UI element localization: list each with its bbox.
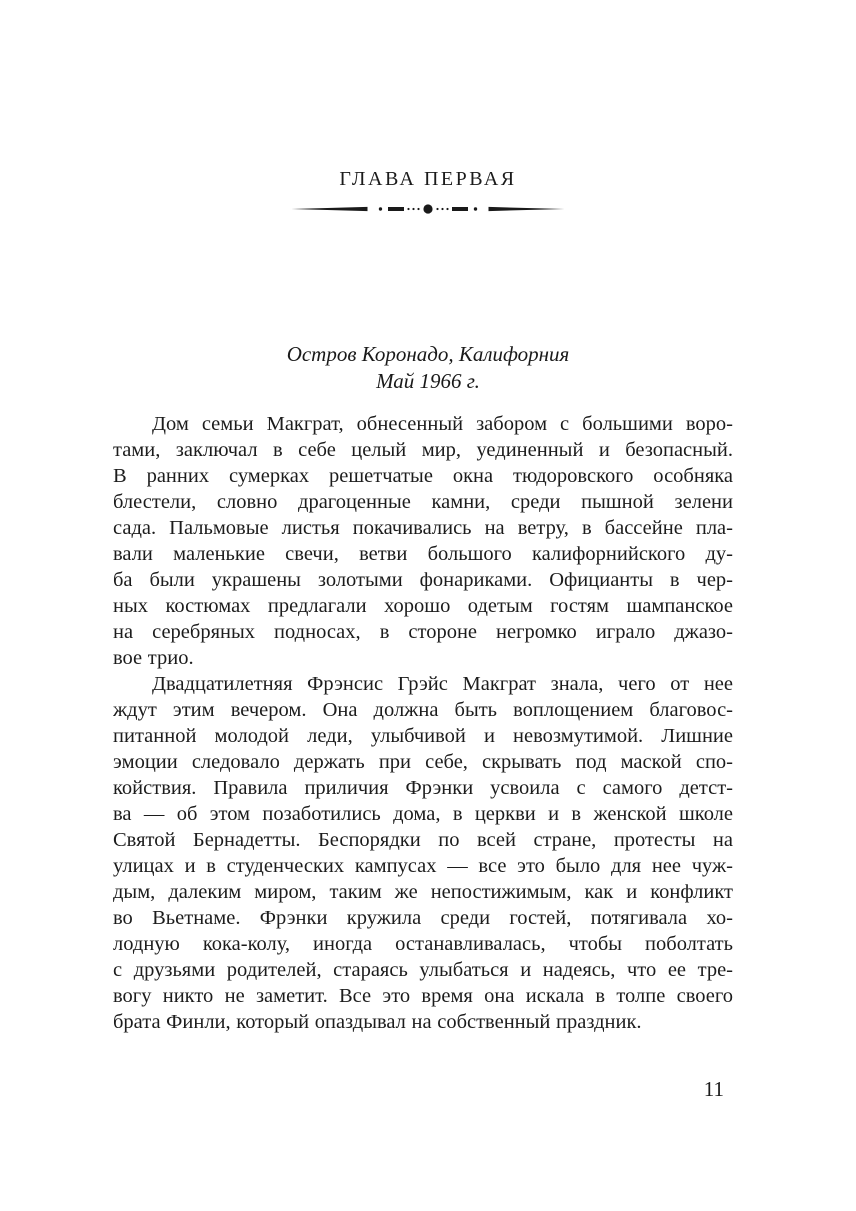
text-line: ва — об этом позаботились дома, в церкви и в женской школе xyxy=(113,803,733,825)
text-line: ба были украшены золотыми фонариками. Официанты в чер- xyxy=(113,569,733,591)
text-line: дым, далеким миром, таким же непостижимым, как и конфликт xyxy=(113,881,733,903)
text-line: Дом семьи Макграт, обнесенный забором с большими воро- xyxy=(152,413,733,435)
text-line: эмоции следовало держать при себе, скрывать под маской спо- xyxy=(113,751,733,773)
text-line: вали маленькие свечи, ветви большого калифорнийского ду- xyxy=(113,543,733,565)
text-line: ждут этим вечером. Она должна быть воплощением благовос- xyxy=(113,699,733,721)
page-number: 11 xyxy=(703,1077,724,1101)
text-line: брата Финли, который опаздывал на собственный праздник. xyxy=(113,1011,642,1033)
text-line: с друзьями родителей, стараясь улыбаться и надеясь, что ее тре- xyxy=(113,959,733,981)
chapter-heading: ГЛАВА ПЕРВАЯ xyxy=(339,168,517,190)
dateline-date: Май 1966 г. xyxy=(376,369,480,393)
scene-dateline xyxy=(0,341,856,395)
paragraph xyxy=(113,671,733,1035)
body-text xyxy=(113,411,733,1035)
text-line: сада. Пальмовые листья покачивались на ветру, в бассейне пла- xyxy=(113,517,733,539)
chapter-divider-ornament-icon xyxy=(292,201,565,217)
text-line: ных костюмах предлагали хорошо одетым гостям шампанское xyxy=(113,595,733,617)
text-line: Святой Бернадетты. Беспорядки по всей стране, протесты на xyxy=(113,829,733,851)
text-line: вое трио. xyxy=(113,647,194,669)
text-line: В ранних сумерках решетчатые окна тюдоровского особняка xyxy=(113,465,733,487)
text-line: во Вьетнаме. Фрэнки кружила среди гостей, потягивала хо- xyxy=(113,907,733,929)
text-line: койствия. Правила приличия Фрэнки усвоила с самого детст- xyxy=(113,777,733,799)
text-line: улицах и в студенческих кампусах — все это было для нее чуж- xyxy=(113,855,733,877)
paragraph xyxy=(113,411,733,671)
text-line: вогу никто не заметит. Все это время она искала в толпе своего xyxy=(113,985,733,1007)
dateline-location: Остров Коронадо, Калифорния xyxy=(286,342,570,366)
text-line: питанной молодой леди, улыбчивой и невозмутимой. Лишние xyxy=(113,725,733,747)
text-line: тами, заключал в себе целый мир, уединенный и безопасный. xyxy=(113,439,733,461)
text-line: Двадцатилетняя Фрэнсис Грэйс Макграт знала, чего от нее xyxy=(152,673,733,695)
text-line: блестели, словно драгоценные камни, среди пышной зелени xyxy=(113,491,733,513)
text-line: лодную кока-колу, иногда останавливалась, чтобы поболтать xyxy=(113,933,733,955)
text-line: на серебряных подносах, в стороне негромко играло джазо- xyxy=(113,621,733,643)
